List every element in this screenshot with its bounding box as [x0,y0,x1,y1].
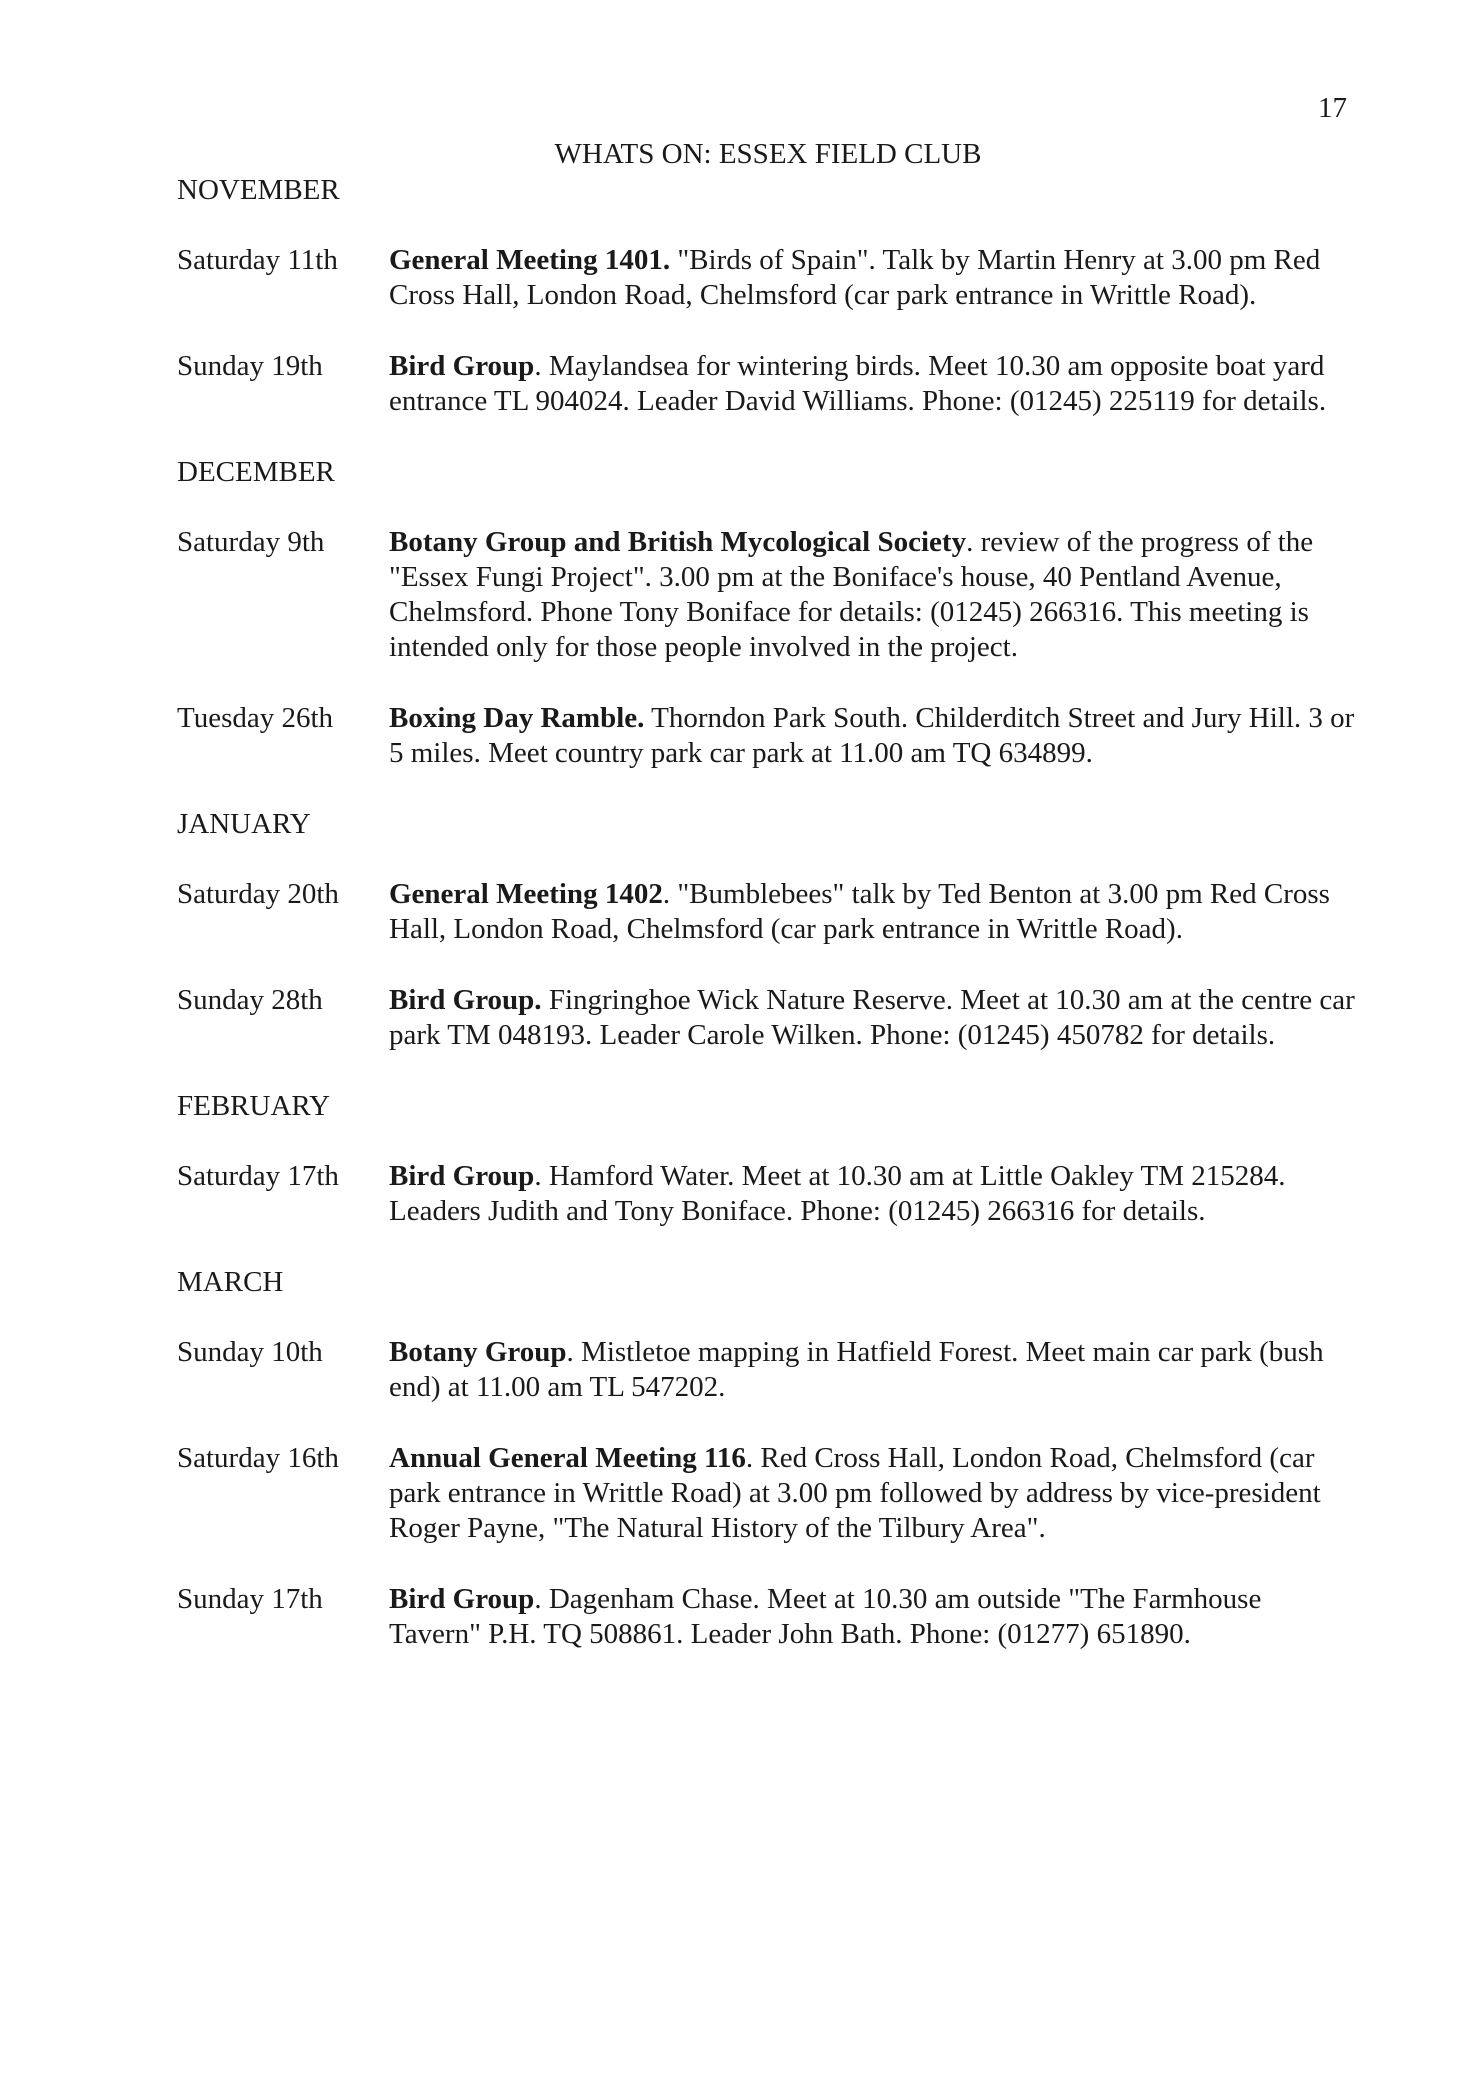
event-group: Bird Group [389,350,535,382]
event-text: . Red Cross Hall, London Road, Chelmsford (car park entrance in Writtle Road) at 3.00 pm followed by address by vice-president Roger Payne, "The Natural History of the Tilbury Area". [389,1442,1321,1544]
event-entry [177,877,1357,947]
event-day: Saturday 11th [177,244,338,276]
event-description [389,877,1357,947]
event-text: . Dagenham Chase. Meet at 10.30 am outside "The Farmhouse Tavern" P.H. TQ 508861. Leader John Bath. Phone: (01277) 651890. [389,1583,1262,1650]
event-entry [177,525,1357,665]
event-text: "Birds of Spain". Talk by Martin Henry at 3.00 pm Red Cross Hall, London Road, Chelmsford (car park entrance in Writtle Road). [389,244,1321,311]
event-day: Sunday 19th [177,350,323,382]
month-heading-january: JANUARY [177,808,311,840]
event-description [389,1582,1357,1652]
event-entry [177,1441,1357,1546]
events-list [177,173,1357,1652]
event-entry [177,1582,1357,1652]
event-day: Sunday 10th [177,1336,323,1368]
event-group: Botany Group [389,1336,567,1368]
event-group: Bird Group. [389,984,542,1016]
month-heading-december: DECEMBER [177,456,335,488]
event-description [389,1335,1357,1405]
event-description [389,349,1357,419]
event-day: Saturday 20th [177,878,339,910]
event-description [389,1159,1357,1229]
event-entry [177,1335,1357,1405]
event-group: Bird Group [389,1160,535,1192]
event-description [389,983,1357,1053]
event-day: Saturday 9th [177,526,325,558]
event-entry [177,1159,1357,1229]
event-group: Botany Group and British Mycological Society [389,526,967,558]
event-description [389,701,1357,771]
event-description [389,1441,1357,1546]
event-day: Sunday 28th [177,984,323,1016]
event-text: Fingringhoe Wick Nature Reserve. Meet at 10.30 am at the centre car park TM 048193. Leader Carole Wilken. Phone: (01245) 450782 for details. [389,984,1355,1051]
event-entry [177,701,1357,771]
page-number: 17 [1318,92,1347,124]
event-group: General Meeting 1402 [389,878,663,910]
page-title: WHATS ON: ESSEX FIELD CLUB [554,138,982,170]
event-entry [177,349,1357,419]
month-heading-november: NOVEMBER [177,174,340,206]
event-day: Saturday 17th [177,1160,339,1192]
event-group: Boxing Day Ramble. [389,702,645,734]
event-day: Saturday 16th [177,1442,339,1474]
event-entry [177,243,1357,313]
event-text: . Hamford Water. Meet at 10.30 am at Little Oakley TM 215284. Leaders Judith and Tony Boniface. Phone: (01245) 266316 for details. [389,1160,1286,1227]
event-description [389,243,1357,313]
month-heading-march: MARCH [177,1266,284,1298]
event-group: Bird Group [389,1583,535,1615]
event-text: . Maylandsea for wintering birds. Meet 10.30 am opposite boat yard entrance TL 904024. Leader David Williams. Phone: (01245) 225119 for details. [389,350,1327,417]
event-description [389,525,1357,665]
month-heading-february: FEBRUARY [177,1090,331,1122]
event-group: General Meeting 1401. [389,244,671,276]
event-entry [177,983,1357,1053]
event-group: Annual General Meeting 116 [389,1442,746,1474]
event-text: . review of the progress of the "Essex Fungi Project". 3.00 pm at the Boniface's house, 40 Pentland Avenue, Chelmsford. Phone Tony Boniface for details: (01245) 266316. This meeting is intended only for those people involved in the project. [389,526,1314,663]
event-text: . Mistletoe mapping in Hatfield Forest. Meet main car park (bush end) at 11.00 am TL 547202. [389,1336,1324,1403]
event-text: Thorndon Park South. Childerditch Street and Jury Hill. 3 or 5 miles. Meet country park car park at 11.00 am TQ 634899. [389,702,1355,769]
event-text: . "Bumblebees" talk by Ted Benton at 3.00 pm Red Cross Hall, London Road, Chelmsford (car park entrance in Writtle Road). [389,878,1330,945]
event-day: Tuesday 26th [177,702,334,734]
event-day: Sunday 17th [177,1583,323,1615]
